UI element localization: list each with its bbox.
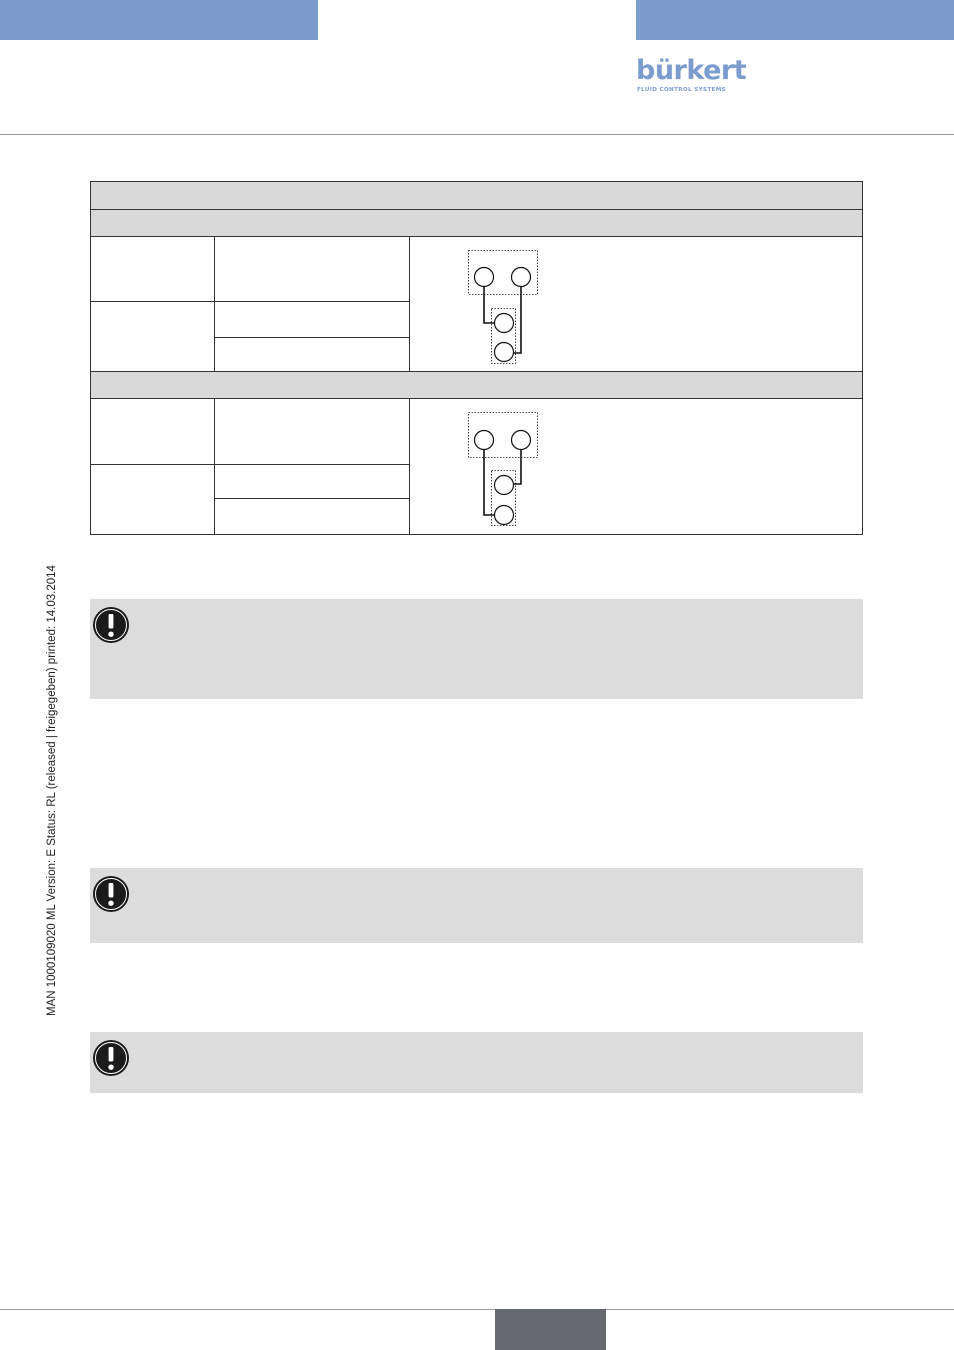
note-box-2: [90, 868, 863, 943]
wire: [484, 286, 494, 323]
brand-tagline: FLUID CONTROL SYSTEMS: [637, 87, 727, 93]
wiring-table: [90, 181, 863, 535]
wiring-diagram-2: [469, 413, 538, 526]
terminal: [512, 268, 531, 287]
terminal: [475, 431, 494, 450]
header-band-left: [0, 0, 318, 40]
exclamation-icon: [92, 606, 130, 644]
brand-logo: [636, 57, 746, 97]
terminal: [475, 268, 494, 287]
wire: [484, 449, 494, 515]
table-grid-lines: [90, 182, 863, 536]
exclamation-icon: [92, 1039, 130, 1077]
wire: [514, 449, 521, 484]
exclamation-icon: [92, 875, 130, 913]
terminal: [495, 476, 514, 495]
wire: [514, 286, 521, 353]
page-number-tab: [495, 1309, 606, 1350]
wiring-diagram-1: [469, 251, 538, 364]
terminal: [495, 506, 514, 525]
terminal: [495, 314, 514, 333]
document-status-note: MAN 1000109020 ML Version: E Status: RL (released | freigegeben) printed: 14.03.2014: [46, 565, 58, 1016]
header-divider: [0, 134, 954, 135]
note-box-3: [90, 1032, 863, 1093]
brand-name: bürkert: [636, 55, 747, 86]
header-band-right: [636, 0, 954, 40]
terminal: [495, 343, 514, 362]
terminal: [512, 431, 531, 450]
footer-divider: [0, 1309, 954, 1310]
table-grid-and-diagrams: [90, 181, 863, 535]
note-box-1: [90, 599, 863, 699]
